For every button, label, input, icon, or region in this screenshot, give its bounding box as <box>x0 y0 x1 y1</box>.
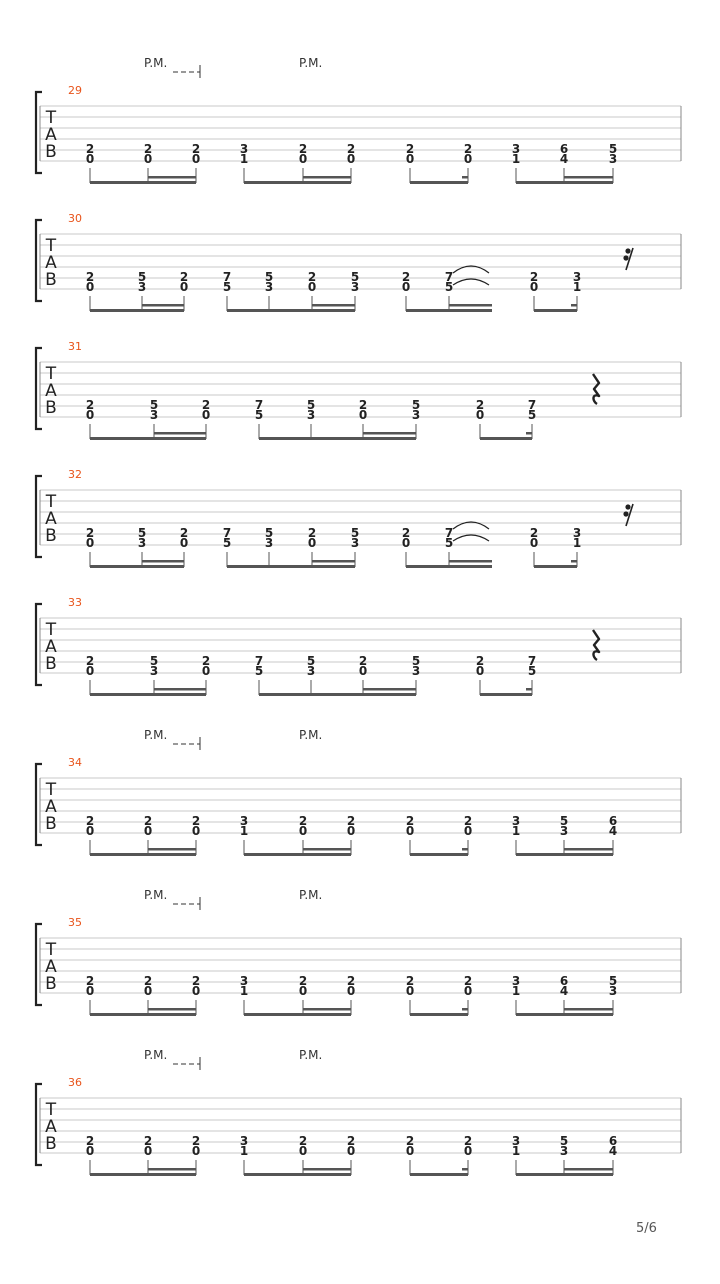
tie-arc <box>453 279 489 285</box>
tab-clef-letter: A <box>45 797 57 817</box>
fret-number: 3 <box>264 280 274 294</box>
fret-number: 0 <box>201 408 211 422</box>
tab-system <box>36 728 681 856</box>
note-beam <box>90 565 184 568</box>
fret-number: 3 <box>411 408 421 422</box>
fret-number: 2 <box>401 270 411 284</box>
fret-number: 5 <box>149 654 159 668</box>
measure-number: 30 <box>68 212 82 225</box>
tab-clef-letter: T <box>45 1100 57 1120</box>
fret-number: 2 <box>346 142 356 156</box>
tab-clef-letter: T <box>45 492 57 512</box>
fret-number: 0 <box>475 408 485 422</box>
fret-number: 2 <box>143 814 153 828</box>
fret-number: 0 <box>179 280 189 294</box>
fret-number: 5 <box>264 526 274 540</box>
fret-number: 2 <box>85 142 95 156</box>
fret-number: 2 <box>85 814 95 828</box>
fret-number: 5 <box>254 664 264 678</box>
note-beam <box>227 309 355 312</box>
palm-mute-label: P.M. <box>144 728 168 742</box>
rest-flag-dot <box>623 255 628 260</box>
fret-number: 2 <box>358 398 368 412</box>
note-beam <box>534 565 577 568</box>
note-beam-secondary <box>449 304 492 307</box>
fret-number: 3 <box>239 974 249 988</box>
fret-number: 1 <box>572 280 582 294</box>
tab-clef-letter: A <box>45 509 57 529</box>
tab-system <box>36 56 681 184</box>
fret-number: 5 <box>411 654 421 668</box>
note-beam <box>406 309 492 312</box>
palm-mute-label: P.M. <box>299 1048 323 1062</box>
measure-number: 34 <box>68 756 82 769</box>
fret-number: 5 <box>444 536 454 550</box>
fret-number: 2 <box>463 1134 473 1148</box>
rest-quarter <box>593 374 599 404</box>
fret-number: 2 <box>85 526 95 540</box>
fret-number: 7 <box>254 654 264 668</box>
tab-clef-letter: T <box>45 620 57 640</box>
fret-number: 2 <box>298 1134 308 1148</box>
palm-mute-label: P.M. <box>144 888 168 902</box>
note-beam-stub <box>462 176 468 179</box>
fret-number: 0 <box>143 824 153 838</box>
fret-number: 0 <box>358 408 368 422</box>
fret-number: 2 <box>405 974 415 988</box>
fret-number: 2 <box>298 142 308 156</box>
rest-flag-dot <box>625 504 630 509</box>
fret-number: 3 <box>511 1134 521 1148</box>
fret-number: 2 <box>405 142 415 156</box>
palm-mute-label: P.M. <box>144 56 168 70</box>
note-beam <box>90 693 206 696</box>
measure-number: 33 <box>68 596 82 609</box>
note-beam-secondary <box>303 1168 351 1171</box>
note-beam-secondary <box>363 432 416 435</box>
fret-number: 0 <box>405 984 415 998</box>
fret-number: 2 <box>401 526 411 540</box>
note-beam-stub <box>462 1008 468 1011</box>
rest-flag-dot <box>625 248 630 253</box>
fret-number: 3 <box>149 664 159 678</box>
fret-number: 0 <box>298 1144 308 1158</box>
fret-number: 6 <box>559 974 569 988</box>
fret-number: 3 <box>264 536 274 550</box>
fret-number: 1 <box>239 824 249 838</box>
tab-clef-letter: A <box>45 253 57 273</box>
tab-clef-letter: B <box>45 142 57 162</box>
fret-number: 2 <box>475 398 485 412</box>
fret-number: 0 <box>85 536 95 550</box>
note-beam <box>410 1173 468 1176</box>
note-beam <box>534 309 577 312</box>
fret-number: 2 <box>85 1134 95 1148</box>
note-beam <box>410 181 468 184</box>
tab-clef-letter: T <box>45 940 57 960</box>
fret-number: 2 <box>85 270 95 284</box>
fret-number: 0 <box>191 152 201 166</box>
fret-number: 2 <box>298 974 308 988</box>
note-beam-secondary <box>303 1008 351 1011</box>
fret-number: 0 <box>298 824 308 838</box>
fret-number: 2 <box>463 142 473 156</box>
tie-arc <box>453 535 489 541</box>
measure-number: 36 <box>68 1076 82 1089</box>
fret-number: 5 <box>527 408 537 422</box>
fret-number: 1 <box>511 152 521 166</box>
fret-number: 2 <box>307 526 317 540</box>
fret-number: 0 <box>346 152 356 166</box>
fret-number: 1 <box>511 824 521 838</box>
fret-number: 3 <box>306 664 316 678</box>
fret-number: 2 <box>179 270 189 284</box>
fret-number: 0 <box>463 152 473 166</box>
fret-number: 0 <box>85 280 95 294</box>
fret-number: 5 <box>608 974 618 988</box>
fret-number: 3 <box>559 1144 569 1158</box>
fret-number: 7 <box>527 398 537 412</box>
fret-number: 2 <box>346 814 356 828</box>
note-beam-secondary <box>142 304 184 307</box>
fret-number: 3 <box>306 408 316 422</box>
fret-number: 0 <box>358 664 368 678</box>
fret-number: 0 <box>401 536 411 550</box>
fret-number: 2 <box>85 398 95 412</box>
fret-number: 5 <box>559 1134 569 1148</box>
measure-number: 29 <box>68 84 82 97</box>
fret-number: 0 <box>85 152 95 166</box>
note-beam <box>406 565 492 568</box>
fret-number: 7 <box>444 270 454 284</box>
fret-number: 5 <box>137 270 147 284</box>
note-beam-secondary <box>142 560 184 563</box>
note-beam-stub <box>462 848 468 851</box>
note-beam <box>410 1013 468 1016</box>
note-beam <box>244 1013 351 1016</box>
fret-number: 0 <box>346 824 356 838</box>
note-beam <box>516 181 613 184</box>
page-number: 5/6 <box>636 1221 657 1236</box>
fret-number: 3 <box>511 142 521 156</box>
fret-number: 2 <box>85 974 95 988</box>
note-beam-secondary <box>564 1008 613 1011</box>
measure-number: 32 <box>68 468 82 481</box>
fret-number: 2 <box>201 654 211 668</box>
fret-number: 5 <box>527 664 537 678</box>
fret-number: 6 <box>608 1134 618 1148</box>
fret-number: 2 <box>143 1134 153 1148</box>
fret-number: 0 <box>463 824 473 838</box>
tab-clef-letter: A <box>45 1117 57 1137</box>
fret-number: 2 <box>143 142 153 156</box>
fret-number: 3 <box>149 408 159 422</box>
fret-number: 2 <box>529 270 539 284</box>
fret-number: 0 <box>405 824 415 838</box>
fret-number: 3 <box>511 974 521 988</box>
fret-number: 2 <box>191 974 201 988</box>
fret-number: 3 <box>511 814 521 828</box>
note-beam <box>516 853 613 856</box>
note-beam-secondary <box>148 1168 196 1171</box>
fret-number: 0 <box>143 152 153 166</box>
tab-system <box>36 212 681 312</box>
note-beam-secondary <box>303 848 351 851</box>
note-beam <box>244 853 351 856</box>
fret-number: 5 <box>444 280 454 294</box>
note-beam <box>244 181 351 184</box>
tab-clef-letter: A <box>45 957 57 977</box>
fret-number: 0 <box>298 152 308 166</box>
note-beam-stub <box>571 304 577 307</box>
fret-number: 7 <box>254 398 264 412</box>
fret-number: 2 <box>463 814 473 828</box>
note-beam <box>244 1173 351 1176</box>
tab-clef-letter: B <box>45 526 57 546</box>
note-beam-secondary <box>154 688 206 691</box>
note-beam-secondary <box>564 1168 613 1171</box>
tab-clef-letter: B <box>45 814 57 834</box>
tab-clef-letter: A <box>45 125 57 145</box>
palm-mute-label: P.M. <box>144 1048 168 1062</box>
fret-number: 0 <box>179 536 189 550</box>
fret-number: 0 <box>298 984 308 998</box>
fret-number: 5 <box>350 270 360 284</box>
fret-number: 3 <box>350 280 360 294</box>
fret-number: 1 <box>511 984 521 998</box>
note-beam <box>516 1013 613 1016</box>
tab-clef-letter: T <box>45 364 57 384</box>
fret-number: 0 <box>85 824 95 838</box>
note-beam-stub <box>526 432 532 435</box>
tab-system <box>36 1048 681 1176</box>
tab-system <box>36 340 681 440</box>
fret-number: 3 <box>137 280 147 294</box>
fret-number: 5 <box>608 142 618 156</box>
fret-number: 2 <box>85 654 95 668</box>
fret-number: 3 <box>239 814 249 828</box>
fret-number: 1 <box>239 152 249 166</box>
note-beam-secondary <box>303 176 351 179</box>
note-beam <box>410 853 468 856</box>
fret-number: 0 <box>346 984 356 998</box>
fret-number: 0 <box>463 1144 473 1158</box>
fret-number: 5 <box>222 536 232 550</box>
fret-number: 7 <box>527 654 537 668</box>
note-beam-secondary <box>564 176 613 179</box>
tab-clef-letter: T <box>45 108 57 128</box>
fret-number: 1 <box>572 536 582 550</box>
fret-number: 3 <box>608 152 618 166</box>
note-beam-secondary <box>449 560 492 563</box>
fret-number: 5 <box>222 280 232 294</box>
tab-clef-letter: B <box>45 398 57 418</box>
fret-number: 1 <box>511 1144 521 1158</box>
fret-number: 0 <box>529 280 539 294</box>
fret-number: 5 <box>306 398 316 412</box>
fret-number: 7 <box>222 270 232 284</box>
fret-number: 7 <box>444 526 454 540</box>
note-beam <box>259 437 416 440</box>
fret-number: 0 <box>475 664 485 678</box>
fret-number: 0 <box>405 1144 415 1158</box>
tab-system <box>36 468 681 568</box>
fret-number: 4 <box>559 152 569 166</box>
fret-number: 1 <box>239 984 249 998</box>
note-beam <box>90 437 206 440</box>
fret-number: 2 <box>191 142 201 156</box>
tab-clef-letter: T <box>45 236 57 256</box>
fret-number: 0 <box>529 536 539 550</box>
tab-clef-letter: B <box>45 654 57 674</box>
fret-number: 3 <box>137 536 147 550</box>
note-beam-secondary <box>148 176 196 179</box>
note-beam-stub <box>571 560 577 563</box>
note-beam <box>90 853 196 856</box>
fret-number: 5 <box>350 526 360 540</box>
fret-number: 4 <box>559 984 569 998</box>
note-beam <box>90 1013 196 1016</box>
note-beam-secondary <box>154 432 206 435</box>
fret-number: 1 <box>239 1144 249 1158</box>
fret-number: 5 <box>411 398 421 412</box>
fret-number: 0 <box>401 280 411 294</box>
fret-number: 2 <box>405 1134 415 1148</box>
fret-number: 5 <box>306 654 316 668</box>
fret-number: 3 <box>559 824 569 838</box>
measure-number: 35 <box>68 916 82 929</box>
fret-number: 2 <box>143 974 153 988</box>
fret-number: 7 <box>222 526 232 540</box>
fret-number: 2 <box>191 814 201 828</box>
note-beam-secondary <box>148 848 196 851</box>
fret-number: 0 <box>85 408 95 422</box>
fret-number: 2 <box>405 814 415 828</box>
fret-number: 5 <box>559 814 569 828</box>
fret-number: 0 <box>85 1144 95 1158</box>
tab-clef-letter: B <box>45 1134 57 1154</box>
fret-number: 6 <box>608 814 618 828</box>
note-beam-secondary <box>363 688 416 691</box>
note-beam <box>227 565 355 568</box>
measure-number: 31 <box>68 340 82 353</box>
fret-number: 2 <box>475 654 485 668</box>
note-beam-secondary <box>312 304 355 307</box>
tab-clef-letter: B <box>45 974 57 994</box>
note-beam-stub <box>462 1168 468 1171</box>
fret-number: 5 <box>254 408 264 422</box>
fret-number: 2 <box>463 974 473 988</box>
tab-clef-letter: B <box>45 270 57 290</box>
fret-number: 2 <box>529 526 539 540</box>
tab-system <box>36 596 681 696</box>
fret-number: 0 <box>307 280 317 294</box>
rest-flag-dot <box>623 511 628 516</box>
fret-number: 0 <box>463 984 473 998</box>
fret-number: 3 <box>239 142 249 156</box>
palm-mute-label: P.M. <box>299 56 323 70</box>
fret-number: 0 <box>405 152 415 166</box>
fret-number: 0 <box>201 664 211 678</box>
fret-number: 4 <box>608 824 618 838</box>
fret-number: 3 <box>350 536 360 550</box>
fret-number: 5 <box>137 526 147 540</box>
palm-mute-label: P.M. <box>299 888 323 902</box>
fret-number: 5 <box>149 398 159 412</box>
fret-number: 3 <box>411 664 421 678</box>
fret-number: 0 <box>143 1144 153 1158</box>
tab-clef-letter: A <box>45 381 57 401</box>
tab-clef-letter: A <box>45 637 57 657</box>
fret-number: 2 <box>191 1134 201 1148</box>
fret-number: 0 <box>191 1144 201 1158</box>
fret-number: 6 <box>559 142 569 156</box>
fret-number: 0 <box>143 984 153 998</box>
note-beam <box>90 1173 196 1176</box>
note-beam <box>516 1173 613 1176</box>
fret-number: 2 <box>298 814 308 828</box>
fret-number: 3 <box>239 1134 249 1148</box>
rest-quarter <box>593 630 599 660</box>
fret-number: 2 <box>346 1134 356 1148</box>
fret-number: 4 <box>608 1144 618 1158</box>
fret-number: 0 <box>85 984 95 998</box>
palm-mute-label: P.M. <box>299 728 323 742</box>
fret-number: 0 <box>191 824 201 838</box>
fret-number: 2 <box>358 654 368 668</box>
fret-number: 3 <box>608 984 618 998</box>
note-beam <box>90 309 184 312</box>
fret-number: 0 <box>191 984 201 998</box>
tab-clef-letter: T <box>45 780 57 800</box>
fret-number: 0 <box>307 536 317 550</box>
note-beam-secondary <box>148 1008 196 1011</box>
note-beam <box>480 693 532 696</box>
note-beam <box>90 181 196 184</box>
fret-number: 3 <box>572 526 582 540</box>
note-beam <box>259 693 416 696</box>
note-beam <box>480 437 532 440</box>
fret-number: 2 <box>201 398 211 412</box>
fret-number: 0 <box>85 664 95 678</box>
fret-number: 2 <box>307 270 317 284</box>
fret-number: 2 <box>179 526 189 540</box>
tab-system <box>36 888 681 1016</box>
fret-number: 3 <box>572 270 582 284</box>
fret-number: 5 <box>264 270 274 284</box>
note-beam-secondary <box>312 560 355 563</box>
note-beam-stub <box>526 688 532 691</box>
note-beam-secondary <box>564 848 613 851</box>
fret-number: 0 <box>346 1144 356 1158</box>
fret-number: 2 <box>346 974 356 988</box>
